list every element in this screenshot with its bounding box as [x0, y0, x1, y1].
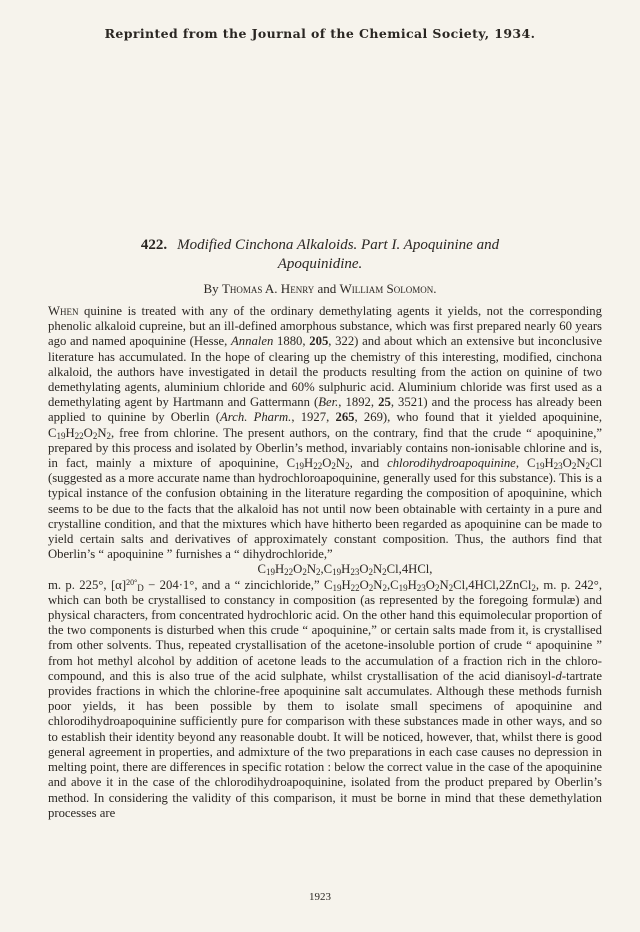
subscript: 23: [553, 461, 563, 472]
paragraph-2: m. p. 225°, $[\alpha]^{20^\circ}_D - 204\cdot 1^\circ$, and a “ zincichloride,” $C_{19}H_{22}O_2N_2,C_{19}H_{23}O_2N_2Cl,4HCl,2ZnCl_2$, m. p. 242°, which can both be crystallised to constancy in composition (as represented by the foregoing formulæ) and physical characters, from concentrated hydrochloric acid. On the other hand this equimolecular proportion of the two components is disturbed when this crude “ apoquinine,” or certain salts made from it, is crystallised from other solvents. Thus, repeated crystallisation of the acetone-insoluble portion of crude “ apoquinine ” from hot methyl alcohol by addition of acetone leads to the accumulation of a fraction rich in the chloro-compound, and this is also true of the acid sulphate, whilst crystallisation of the acid dianisoyl-d-tartrate provides fractions in which the chlorine-free apoquinine salt accumulates. Although these methods furnish poor yields, it has been possible by them to isolate small specimens of apoquinine and chlorodihydroapoquinine sufficiently pure for comparison with these substances made in other ways, and so to establish their identity beyond any reasonable doubt. It will be noticed, however, that, whilst there is good general agreement in properties, and admixture of the two preparations in each case causes no depression in melting point, there are differences in specific rotation : below the correct value in the case of the apoquinine and above it in the case of the chlorodihydroapoquinine, isolated from the product prepared by Oberlin’s method. In considering the validity of this comparison, it must be borne in mind that these demethylation processes are: [48, 577, 602, 820]
subscript: 2: [368, 567, 373, 578]
subscript: 2: [316, 567, 321, 578]
article-body: [48, 304, 602, 821]
subscript: 19: [56, 430, 66, 441]
subscript: 23: [350, 567, 360, 578]
subscript: 2: [382, 582, 387, 593]
subscript: 2: [92, 430, 98, 441]
subscript: 23: [416, 582, 426, 593]
formula-dihydrochloride: $C_{19}H_{22}O_2N_2,C_{19}H_{23}O_2N_2Cl,4HCl$,: [257, 562, 433, 578]
element-symbol: O: [83, 425, 93, 440]
text-run: , C: [515, 456, 536, 471]
formula-tail: Cl,4HCl,: [386, 562, 433, 577]
author-solomon: William Solomon.: [339, 281, 437, 296]
subscript: 2: [531, 582, 536, 593]
superscript: 20°: [126, 577, 138, 587]
subscript: 19: [265, 567, 275, 578]
citation-journal: Annalen: [231, 334, 274, 349]
element-symbol: N: [306, 562, 316, 577]
element-symbol: N: [576, 456, 586, 471]
byline: [0, 281, 640, 297]
text-run: quinine is treated with any of the ordinary demethylating agents it yields, not the corresponding phenolic alkaloid cupreine, but an ill-defined amorphous substance, which was first prepared nearly 60 years ago and named apoquinine (Hesse,: [48, 304, 602, 349]
byline-and: and: [317, 281, 337, 296]
subscript: 2: [106, 430, 111, 441]
subscript: 22: [74, 430, 84, 441]
subscript: 19: [535, 461, 545, 472]
element-symbol: O: [322, 456, 332, 471]
article-title: [0, 236, 640, 274]
element-symbol: H: [341, 577, 351, 592]
subscript: 22: [350, 582, 360, 593]
subscript: 19: [332, 582, 342, 593]
element-symbol: H: [65, 425, 75, 440]
subscript: 2: [448, 582, 454, 593]
subscript: D: [137, 582, 144, 593]
text-run: , free from chlorine. The present authors, on the contrary, find that the crude “ apoquinine,” prepared by this process and isolated by Oberlin’s method, invariably contains non-ionisable chlorine and is, in fact, mainly a mixture of apoquinine, C: [48, 425, 602, 471]
subscript: 2: [368, 582, 374, 593]
text-run: , and: [349, 456, 388, 471]
element-symbol: N: [372, 562, 383, 577]
page-number: 1923: [309, 891, 331, 903]
separator: ,: [320, 562, 324, 577]
subscript: 2: [585, 461, 590, 472]
text-run: , 269), who found that it yielded apoquinine, C: [48, 410, 603, 440]
subscript: 2: [382, 567, 387, 578]
text-run: , 322) and about which an extensive but inconclusive literature has accumulated. In the hope of clearing up the chemistry of this interesting, modified, cinchona alkaloid, the authors have investigated in detail the products resulting from the action on quinine of two demethylating agents, aluminium chloride and 60% sulphuric acid. Aluminium chloride was first used as a demethylating agent by Hartmann and Gattermann (: [48, 334, 603, 410]
element-symbol: O: [425, 577, 435, 592]
citation-volume: 205: [309, 334, 329, 349]
subscript: 2: [345, 461, 350, 472]
element-symbol: H: [274, 562, 285, 577]
citation-volume: 265: [335, 410, 355, 425]
text-run: 1880,: [273, 334, 310, 349]
subscript: 22: [284, 567, 294, 578]
subscript: 19: [398, 582, 408, 593]
element-symbol: O: [359, 577, 369, 592]
italic-prefix: d: [555, 668, 562, 683]
text-run: , 1927,: [291, 410, 336, 425]
text-run: , 3521) and the process has already been applied to quinine by Oberlin (: [48, 395, 602, 425]
author-henry: Thomas A. Henry: [221, 281, 315, 296]
text-run: Cl,4HCl,2ZnCl: [453, 577, 532, 592]
text-run: -tartrate provides fractions in which the chlorine-free apoquinine salt accumulates. Although these methods furnish poor yields, it has been possible by them to isolate small specimens of apoquinine and chlorodihydroapoquinine sufficiently pure for comparison with these substances made in other ways, and so to establish their identity beyond any reasonable doubt. It will be noticed, however, that, whilst there is good general agreement in properties, and admixture of the two preparations in each case causes no depression in melting point, there are differences in specific rotation : below the correct value in the case of the apoquinine and above it in the case of the chlorodihydroapoquinine, isolated from the product prepared by Oberlin’s method. In considering the validity of this comparison, it must be borne in mind that these demethylation processes are: [48, 668, 602, 820]
byline-by: By: [203, 281, 219, 296]
subscript: 19: [332, 567, 342, 578]
citation-journal: Arch. Pharm.: [220, 410, 292, 425]
element-symbol: N: [97, 425, 107, 440]
element-symbol: O: [359, 562, 369, 577]
journal-header: Reprinted from the Journal of the Chemical Society, 1934.: [104, 26, 536, 41]
element-symbol: O: [293, 562, 303, 577]
text-run: , 1892,: [338, 395, 379, 410]
subscript: 2: [571, 461, 577, 472]
text-run: (suggested as a more accurate name than hydrochloroapoquinine, generally used for this substance). This is a typical instance of the confusion obtaining in the literature regarding the composition of apoquinine, which seems to be due to the facts that the alkaloid has not until now been obtainable with certainty in a pure and crystalline condition, and that the mixtures which have hitherto been regarded as apoquinine can be made to yield certain salts and derivatives of approximately constant composition. Thus, the authors find that Oberlin’s “ apoquinine ” furnishes a “ dihydrochloride,”: [48, 471, 602, 562]
element-symbol: H: [544, 456, 554, 471]
element-symbol: H: [407, 577, 417, 592]
text-run: , m. p. 242°, which can both be crystallised to constancy in composition (as represented by the foregoing formulæ) and physical characters, from concentrated hydrochloric acid. On the other hand this equimolecular proportion of the two components is disturbed when this crude “ apoquinine,” or certain salts made from it, is crystallised from other solvents. Thus, repeated crystallisation of the acetone-insoluble portion of crude “ apoquinine ” from hot methyl alcohol by addition of acetone leads to the accumulation of a fraction rich in the chloro-compound, and this is also true of the acid sulphate, whilst crystallisation of the acid dianisoyl-: [48, 577, 602, 683]
subscript: 2: [434, 582, 440, 593]
subscript: 2: [302, 567, 307, 578]
first-word: When: [48, 304, 79, 318]
separator: ,: [386, 577, 391, 592]
title-line-1: Modified Cinchona Alkaloids. Part I. Apoquinine and: [177, 237, 500, 253]
element-symbol: N: [335, 456, 346, 471]
element-symbol: O: [562, 456, 572, 471]
article-number: 422.: [140, 237, 168, 253]
title-line-2: Apoquinidine.: [277, 256, 363, 272]
element-symbol: N: [439, 577, 449, 592]
compound-name: chlorodihydroapoquinine: [387, 456, 516, 471]
text-run: m. p. 225°, [α]: [48, 577, 127, 592]
element-symbol: H: [304, 456, 314, 471]
citation-volume: 25: [378, 395, 391, 410]
element-symbol: N: [373, 577, 383, 592]
paragraph-1: [48, 304, 602, 562]
element-symbol: H: [341, 562, 351, 577]
element-symbol: Cl: [590, 456, 602, 471]
text-run: − 204·1°, and a “ zincichloride,” C: [143, 577, 333, 592]
citation-journal: Ber.: [318, 395, 339, 410]
subscript: 22: [313, 461, 323, 472]
subscript: 2: [331, 461, 336, 472]
subscript: 19: [295, 461, 305, 472]
